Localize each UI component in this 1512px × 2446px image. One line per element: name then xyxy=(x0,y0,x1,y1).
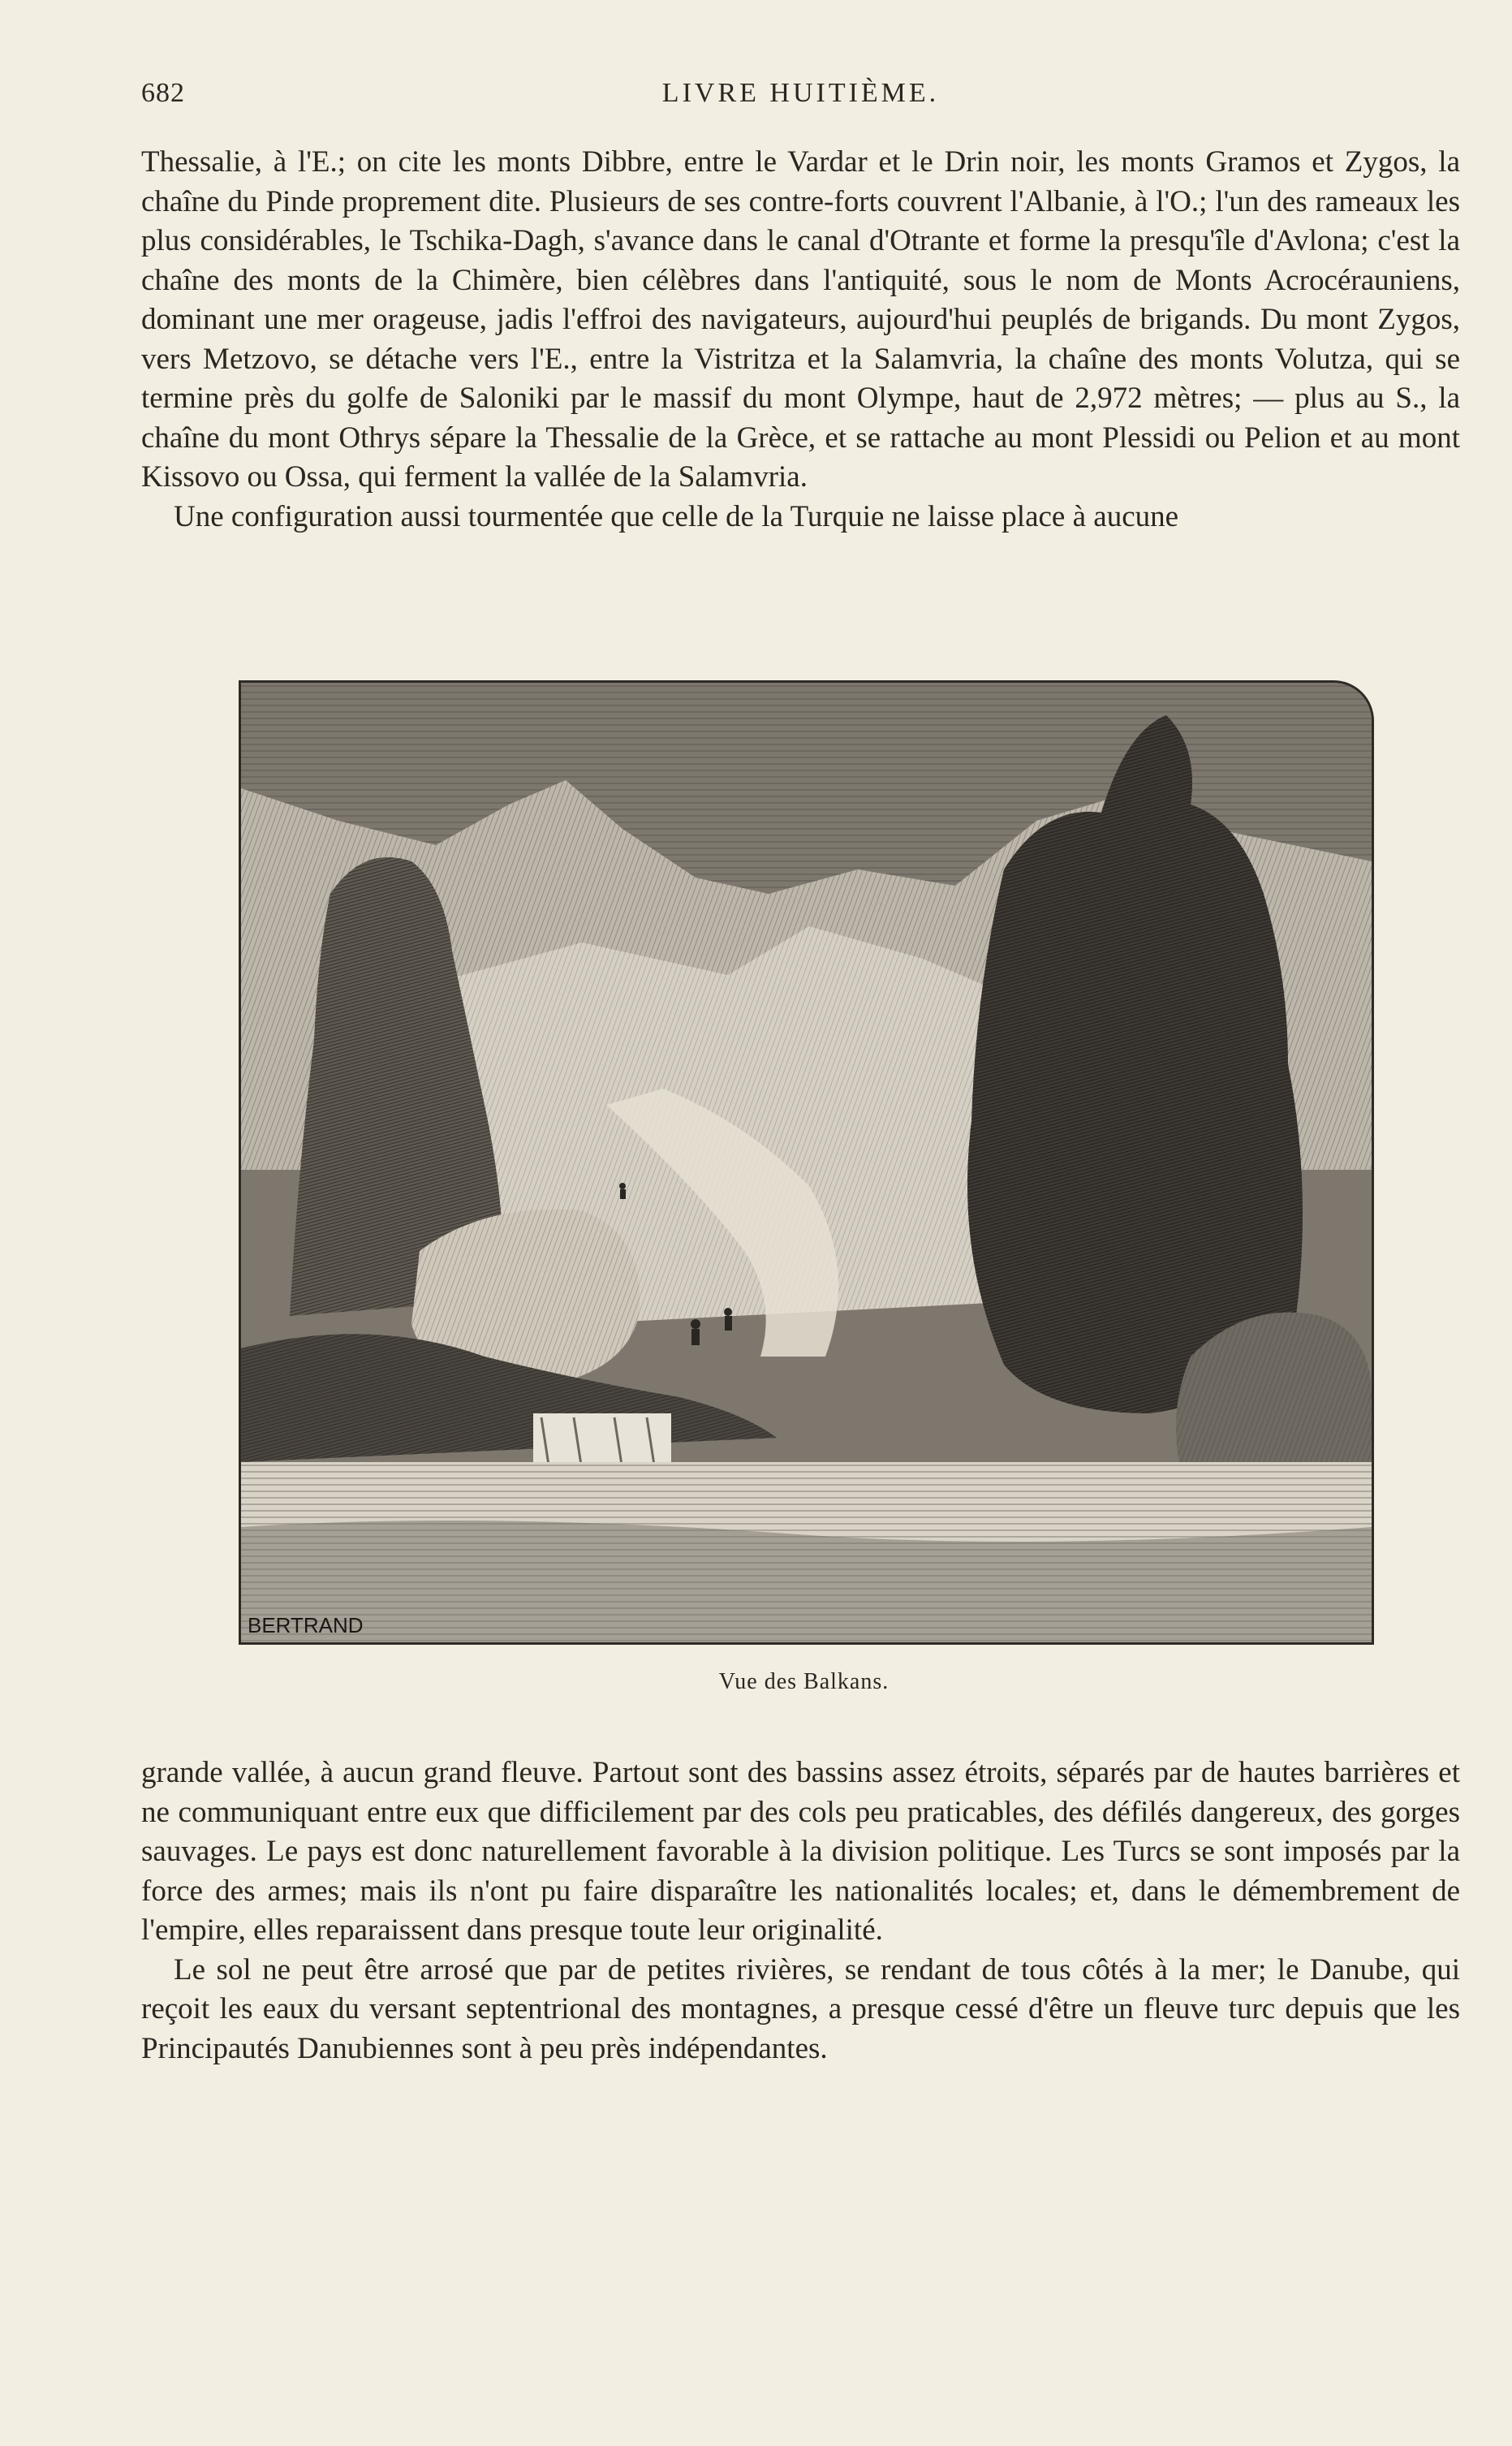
paragraph: Une configuration aussi tourmentée que celle de la Turquie ne laisse place à aucune xyxy=(174,499,1179,533)
body-text-bottom xyxy=(141,1754,1460,2069)
figure-caption: Vue des Balkans. xyxy=(718,1669,890,1694)
paragraph: grande vallée, à aucun grand fleuve. Partout sont des bassins assez étroits, séparés par de hautes barrières et ne communiquant entre eux que difficilement par des cols peu praticables, des défilés dangereux, des gorges sauvages. Le pays est donc naturellement favorable à la division politique. Les Turcs se sont imposés par la force des armes; mais ils n'ont pu faire disparaître les nationalités locales; et, dans le démembrement de l'empire, elles reparaissent dans presque toute leur originalité. xyxy=(141,1756,1460,1947)
engraving-balkans-view xyxy=(241,683,1372,1642)
engraving-illustration xyxy=(239,680,1374,1645)
engraver-signature: BERTRAND xyxy=(248,1613,364,1637)
running-head: LIVRE HUITIÈME. xyxy=(661,78,940,108)
paragraph: Le sol ne peut être arrosé que par de petites rivières, se rendant de tous côtés à la mer; le Danube, qui reçoit les eaux du versant septentrional des montagnes, a presque cessé d'être un fleuve turc depuis que les Principautés Danubiennes sont à peu près indépendantes. xyxy=(141,1952,1460,2065)
page-number: 682 xyxy=(141,78,185,108)
body-text-top xyxy=(141,143,1460,537)
page-header xyxy=(141,78,1460,123)
paragraph: Thessalie, à l'E.; on cite les monts Dibbre, entre le Vardar et le Drin noir, les monts Gramos et Zygos, la chaîne du Pinde proprement dite. Plusieurs de ses contre-forts couvrent l'Albanie, à l'O.; l'un des rameaux les plus considérables, le Tschika-Dagh, s'avance dans le canal d'Otrante et forme la presqu'île d'Avlona; c'est la chaîne des monts de la Chimère, bien célèbres dans l'antiquité, sous le nom de Monts Acrocérauniens, dominant une mer orageuse, jadis l'effroi des navigateurs, aujourd'hui peuplés de brigands. Du mont Zygos, vers Metzovo, se détache vers l'E., entre la Vistritza et la Salamvria, la chaîne des monts Volutza, qui se termine près du golfe de Saloniki par le massif du mont Olympe, haut de 2,972 mètres; — plus au S., la chaîne du mont Othrys sépare la Thessalie de la Grèce, et se rattache au mont Plessidi ou Pelion et au mont Kissovo ou Ossa, qui ferment la vallée de la Salamvria. xyxy=(141,145,1460,494)
